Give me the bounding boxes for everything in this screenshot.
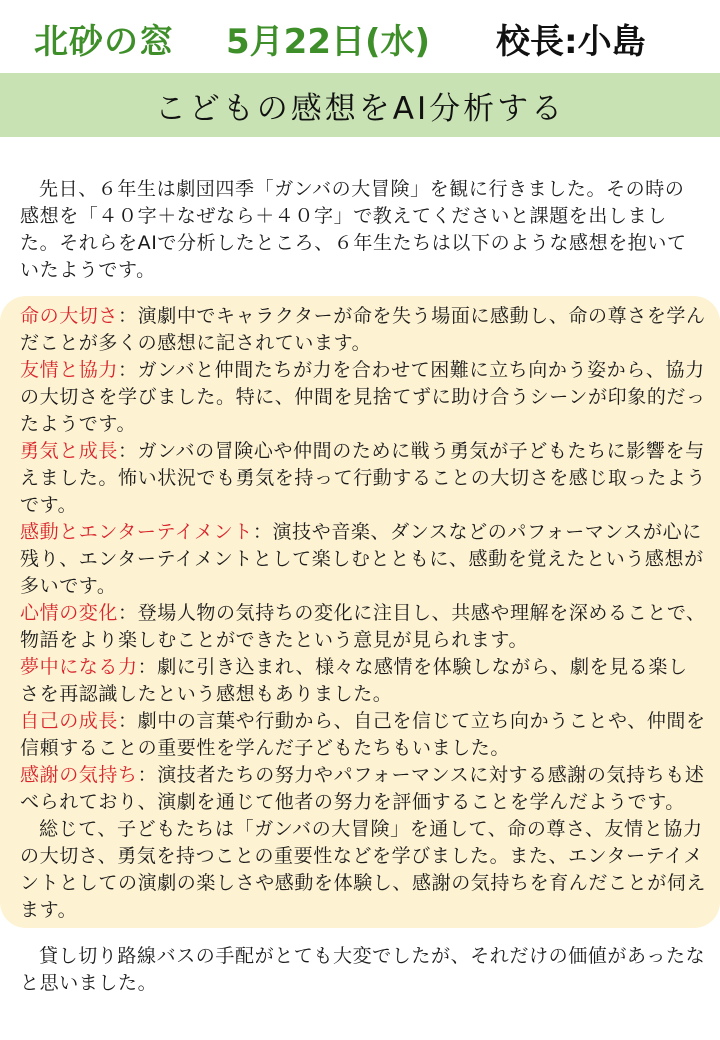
item-heading: 自己の成長 xyxy=(20,710,119,732)
analysis-item-6 xyxy=(20,654,706,708)
analysis-item-2 xyxy=(20,357,706,438)
item-body: ：劇に引き込まれ、様々な感情を体験しながら、劇を見る楽しさを再認識したという感想もありました。 xyxy=(20,656,688,705)
item-heading: 夢中になる力 xyxy=(20,656,138,678)
item-body: ：ガンバと仲間たちが力を合わせて困難に立ち向かう姿から、協力の大切さを学びました。特に、仲間を見捨てずに助け合うシーンが印象的だったようです。 xyxy=(20,359,706,435)
analysis-item-3 xyxy=(20,438,706,519)
analysis-item-4 xyxy=(20,519,706,600)
item-body: ：登場人物の気持ちの変化に注目し、共感や理解を深めることで、物語をより楽しむことができたという意見が見られます。 xyxy=(20,602,706,651)
analysis-list xyxy=(20,303,706,924)
item-heading: 命の大切さ xyxy=(20,305,119,327)
item-heading: 感動とエンターテイメント xyxy=(20,521,253,543)
item-heading: 心情の変化 xyxy=(20,602,119,624)
article-title: こどもの感想をAI分析する xyxy=(154,90,566,127)
issue-date: 5月22日(水) xyxy=(226,22,431,62)
item-body: ：演劇中でキャラクターが命を失う場面に感動し、命の尊さを学んだことが多くの感想に記されています。 xyxy=(20,305,706,354)
newsletter-title: 北砂の窓 xyxy=(34,22,174,62)
analysis-item-7 xyxy=(20,708,706,762)
closing-paragraph: 貸し切り路線バスの手配がとても大変でしたが、それだけの価値があったなと思いました。 xyxy=(20,945,706,994)
item-heading: 感謝の気持ち xyxy=(20,764,138,786)
summary-paragraph: 総じて、子どもたちは「ガンバの大冒険」を通して、命の尊さ、友情と協力の大切さ、勇気を持つことの重要性などを学びました。また、エンターテイメントとしての演劇の楽しさや感動を体験し、感謝の気持ちを育んだことが伺えます。 xyxy=(20,818,707,921)
item-heading: 勇気と成長 xyxy=(20,440,119,462)
analysis-item-8 xyxy=(20,762,706,816)
newsletter-header xyxy=(0,0,720,72)
item-body: ：劇中の言葉や行動から、自己を信じて立ち向かうことや、仲間を信頼することの重要性を学んだ子どもたちもいました。 xyxy=(20,710,706,759)
item-body: ：ガンバの冒険心や仲間のために戦う勇気が子どもたちに影響を与えました。怖い状況でも勇気を持って行動することの大切さを感じ取ったようです。 xyxy=(20,440,707,516)
item-body: ：演技者たちの努力やパフォーマンスに対する感謝の気持ちも述べられており、演劇を通じて他者の努力を評価することを学んだようです。 xyxy=(20,764,705,813)
intro-paragraph: 先日、６年生は劇団四季「ガンバの大冒険」を観に行きました。その時の感想を「４０字＋なぜなら＋４０字」で教えてくださいと課題を出しました。それらをAIで分析したところ、６年生たちは以下のような感想を抱いていたようです。 xyxy=(20,178,687,281)
analysis-item-5 xyxy=(20,600,706,654)
analysis-item-1 xyxy=(20,303,706,357)
item-body: ：演技や音楽、ダンスなどのパフォーマンスが心に残り、エンターテイメントとして楽しむとともに、感動を覚えたという感想が多いです。 xyxy=(20,521,704,597)
article-banner xyxy=(0,73,720,137)
principal-name: 校長:小島 xyxy=(496,22,646,62)
item-heading: 友情と協力 xyxy=(20,359,119,381)
